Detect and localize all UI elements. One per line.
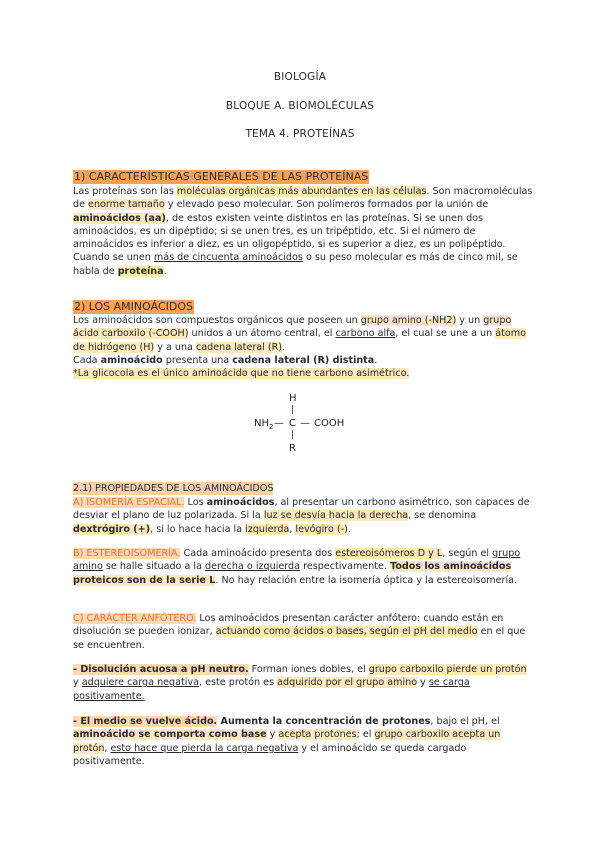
topic-title: TEMA 4. PROTEÍNAS — [245, 128, 355, 140]
property-b-paragraph: B) ESTEREOISOMERÍA. Cada aminoácido presenta dos estereoisómeros D y L, según el grupo amino se halle situado a la derecha o izquierda respectivamente. Todos los aminoácidos proteicos son de la serie L. No hay relación entre la isomería óptica y la estereoisomería. — [73, 548, 521, 586]
acidic-medium-paragraph: - El medio se vuelve ácido. Aumenta la concentración de protones, bajo el pH, el aminoácido se comporta como base y acepta protones; el grupo carboxilo acepta un protón, esto hace que pierda la carga negativa y el aminoácido se queda cargado positivamente. — [73, 716, 501, 767]
formula-r-group: R — [289, 443, 296, 454]
section-1-paragraph: Las proteínas son las moléculas orgánicas más abundantes en las células. Son macromoléculas de enorme tamaño y elevado peso molecular. Son polímeros formados por la unión de aminoácidos (aa), de estos existen veinte distintos en las proteínas. Si se unen dos aminoácidos, es un dipéptido; si se unen tres, es un tripéptido, etc. Si el número de aminoácidos es inferior a diez, es un oligopéptido, si es superior a diez, es un polipéptido. Cuando se unen más de cincuenta aminoácidos o su peso molecular es más de cinco mil, se habla de proteína. — [73, 186, 533, 277]
formula-carboxyl: COOH — [314, 418, 345, 429]
formula-bond-right: — — [300, 418, 310, 429]
section-2-heading: 2) LOS AMINOÁCIDOS — [74, 300, 193, 313]
formula-bond-top: | — [291, 405, 295, 415]
property-a-paragraph: A) ISOMERÍA ESPACIAL. Los aminoácidos, al presentar un carbono asimétrico, son capaces de desviar el plano de luz polarizada. Si la luz se desvía hacia la derecha, se denomina dextrógiro (+), si lo hace hacia la izquierda, levógiro (-). — [73, 497, 530, 535]
neutral-ph-paragraph: - Disolución acuosa a pH neutro. Forman iones dobles, el grupo carboxilo pierde un protón y adquiere carga negativa, este protón es adquirido por el grupo amino y se carga positivamente. — [73, 664, 527, 702]
block-title: BLOQUE A. BIOMOLÉCULAS — [225, 100, 375, 112]
property-c-paragraph: C) CARÁCTER ANFÓTERO. Los aminoácidos presentan carácter anfótero: cuando están en disolución se pueden ionizar, actuando como ácidos o bases, según el pH del medio en el que se encuentren. — [73, 613, 526, 651]
formula-hydrogen: H — [289, 393, 297, 404]
formula-bond-bottom: | — [291, 430, 295, 440]
formula-amino: $NH_2$ — [254, 418, 274, 431]
section-2-paragraph: Los aminoácidos son compuestos orgánicos que poseen un grupo amino (-NH2) y un grupo ácido carboxilo (-COOH) unidos a un átomo central, el carbono alfa, el cual se une a un átomo de hidrógeno (H) y a una cadena lateral (R). Cada aminoácido presenta una cadena lateral (R) distinta. *La glicocola es el único aminoácido que no tiene carbono asimétrico. — [73, 315, 526, 380]
formula-carbon: C — [289, 418, 296, 429]
glycine-note: *La glicocola es el único aminoácido que no tiene carbono asimétrico. — [73, 368, 410, 380]
subject-title: BIOLOGÍA — [273, 71, 327, 83]
section-1-heading: 1) CARACTERÍSTICAS GENERALES DE LAS PROTEÍNAS — [74, 170, 369, 183]
section-2-1-heading: 2.1) PROPIEDADES DE LOS AMINOÁCIDOS — [73, 483, 274, 494]
formula-bond-left: — — [274, 418, 284, 429]
